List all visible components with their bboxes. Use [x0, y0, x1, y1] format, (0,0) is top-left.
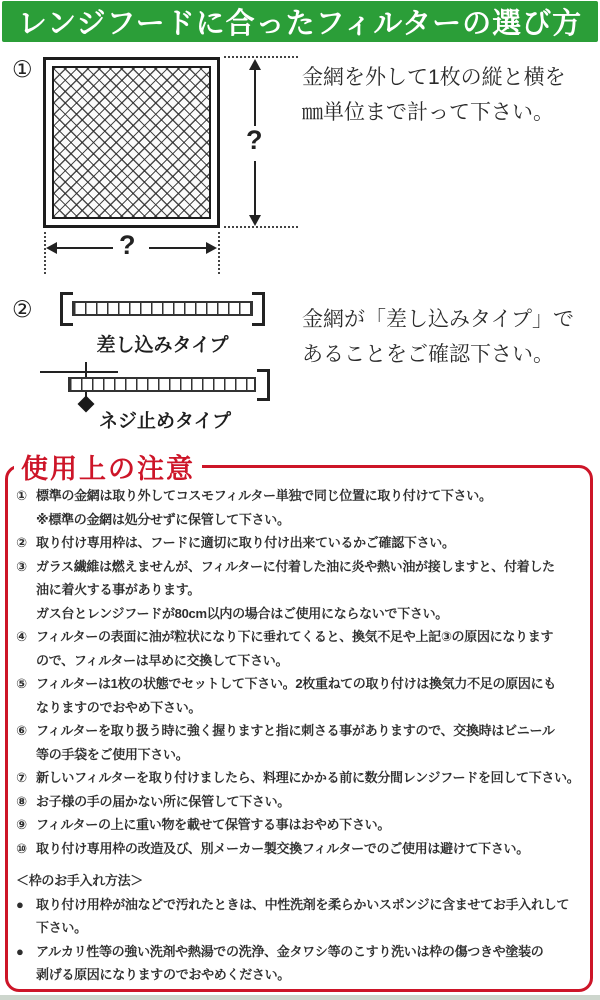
bracket-right-icon	[257, 369, 270, 401]
notice-item: ① 標準の金網は取り外してコスモフィルター単独で同じ位置に取り付けて下さい。 ※標準の金網は処分せずに保管して下さい。	[16, 488, 492, 527]
screw-type-label: ネジ止めタイプ	[98, 411, 232, 432]
notice-item: ⑧ お子様の手の届かない所に保管して下さい。	[16, 793, 291, 809]
care-bullet: ● 取り付け用枠が油などで汚れたときは、中性洗剤を柔らかいスポンジに含ませてお手入れして 下さい。	[16, 893, 588, 940]
step2-instruction-line1: 金網が「差し込みタイプ」で	[302, 308, 574, 331]
title-banner	[2, 1, 598, 42]
step1-number: ①	[12, 56, 33, 82]
height-dim-line-top	[254, 68, 256, 126]
step2-number: ②	[12, 296, 33, 322]
notice-item: ⑩ 取り付け専用枠の改造及び、別メーカー製交換フィルターでのご使用は避けて下さい。	[16, 840, 529, 856]
page-title: レンジフードに合ったフィルターの選び方	[17, 8, 583, 40]
width-arrow-right-icon	[206, 242, 217, 254]
bracket-right-icon	[252, 292, 265, 326]
guide-dotted-right	[218, 232, 220, 274]
height-question-mark: ?	[246, 125, 263, 155]
notice-item: ③ ガラス繊維は燃えませんが、フィルターに付着した油に炎や熱い油が接しますと、付着した 油に着火する事があります。 ガス台とレンジフードが80cm以内の場合はご使用にならないで下さい。	[16, 558, 555, 621]
notice-title: 使用上の注意	[14, 447, 202, 486]
screw-mount-line	[40, 371, 118, 373]
insert-type-filter-bar	[72, 301, 253, 316]
filter-mesh	[52, 66, 211, 219]
notice-item: ⑨ フィルターの上に重い物を載せて保管する事はおやめ下さい。	[16, 817, 391, 832]
width-dim-line-right	[149, 247, 206, 249]
care-heading: ＜枠のお手入れ方法＞	[16, 873, 144, 888]
screw-type-filter-bar	[68, 377, 256, 392]
step2-instruction-line2: あることをご確認下さい。	[302, 343, 554, 366]
notice-item: ⑦ 新しいフィルターを取り付けましたら、料理にかかる前に数分間レンジフードを回して下さい。	[16, 770, 580, 785]
notice-list	[8, 468, 590, 989]
height-dim-line-bottom	[254, 161, 256, 216]
filter-frame-diagram	[43, 57, 220, 228]
step1-instruction-line1: 金網を外して1枚の縦と横を	[302, 66, 566, 89]
notice-box	[5, 465, 593, 992]
screw-type-diagram	[38, 362, 270, 410]
guide-dotted-top	[224, 56, 298, 58]
bullet-icon: ●	[16, 943, 24, 959]
notice-item: ④ フィルターの表面に油が粒状になり下に垂れてくると、換気不足や上記③の原因になります ので、フィルターは早めに交換して下さい。	[16, 629, 554, 668]
width-dim-line-left	[56, 247, 113, 249]
notice-item: ⑥ フィルターを取り扱う時に強く握りますと指に刺さる事がありますので、交換時はビニール 等の手袋をご使用下さい。	[16, 723, 555, 762]
bottom-edge-strip	[0, 995, 600, 1000]
width-question-mark: ?	[119, 230, 136, 260]
care-section	[16, 869, 588, 987]
guide-dotted-bottom	[224, 226, 298, 228]
bullet-icon: ●	[16, 896, 24, 912]
insert-type-diagram	[60, 292, 265, 330]
notice-item: ⑤ フィルターは1枚の状態でセットして下さい。2枚重ねての取り付けは換気力不足の原因にも なりますのでおやめ下さい。	[16, 676, 556, 715]
step2-instruction	[302, 302, 594, 372]
height-arrow-down-icon	[249, 215, 261, 226]
insert-type-label: 差し込みタイプ	[96, 335, 229, 356]
care-bullet: ● アルカリ性等の強い洗剤や熱湯での洗浄、金タワシ等のこすり洗いは枠の傷つきや塗装の 剥げる原因になりますのでおやめください。	[16, 940, 588, 987]
step1-instruction-line2: ㎜単位まで計って下さい。	[302, 101, 554, 124]
notice-item: ② 取り付け専用枠は、フードに適切に取り付け出来ているかご確認下さい。	[16, 535, 455, 550]
step1-instruction	[302, 60, 594, 130]
